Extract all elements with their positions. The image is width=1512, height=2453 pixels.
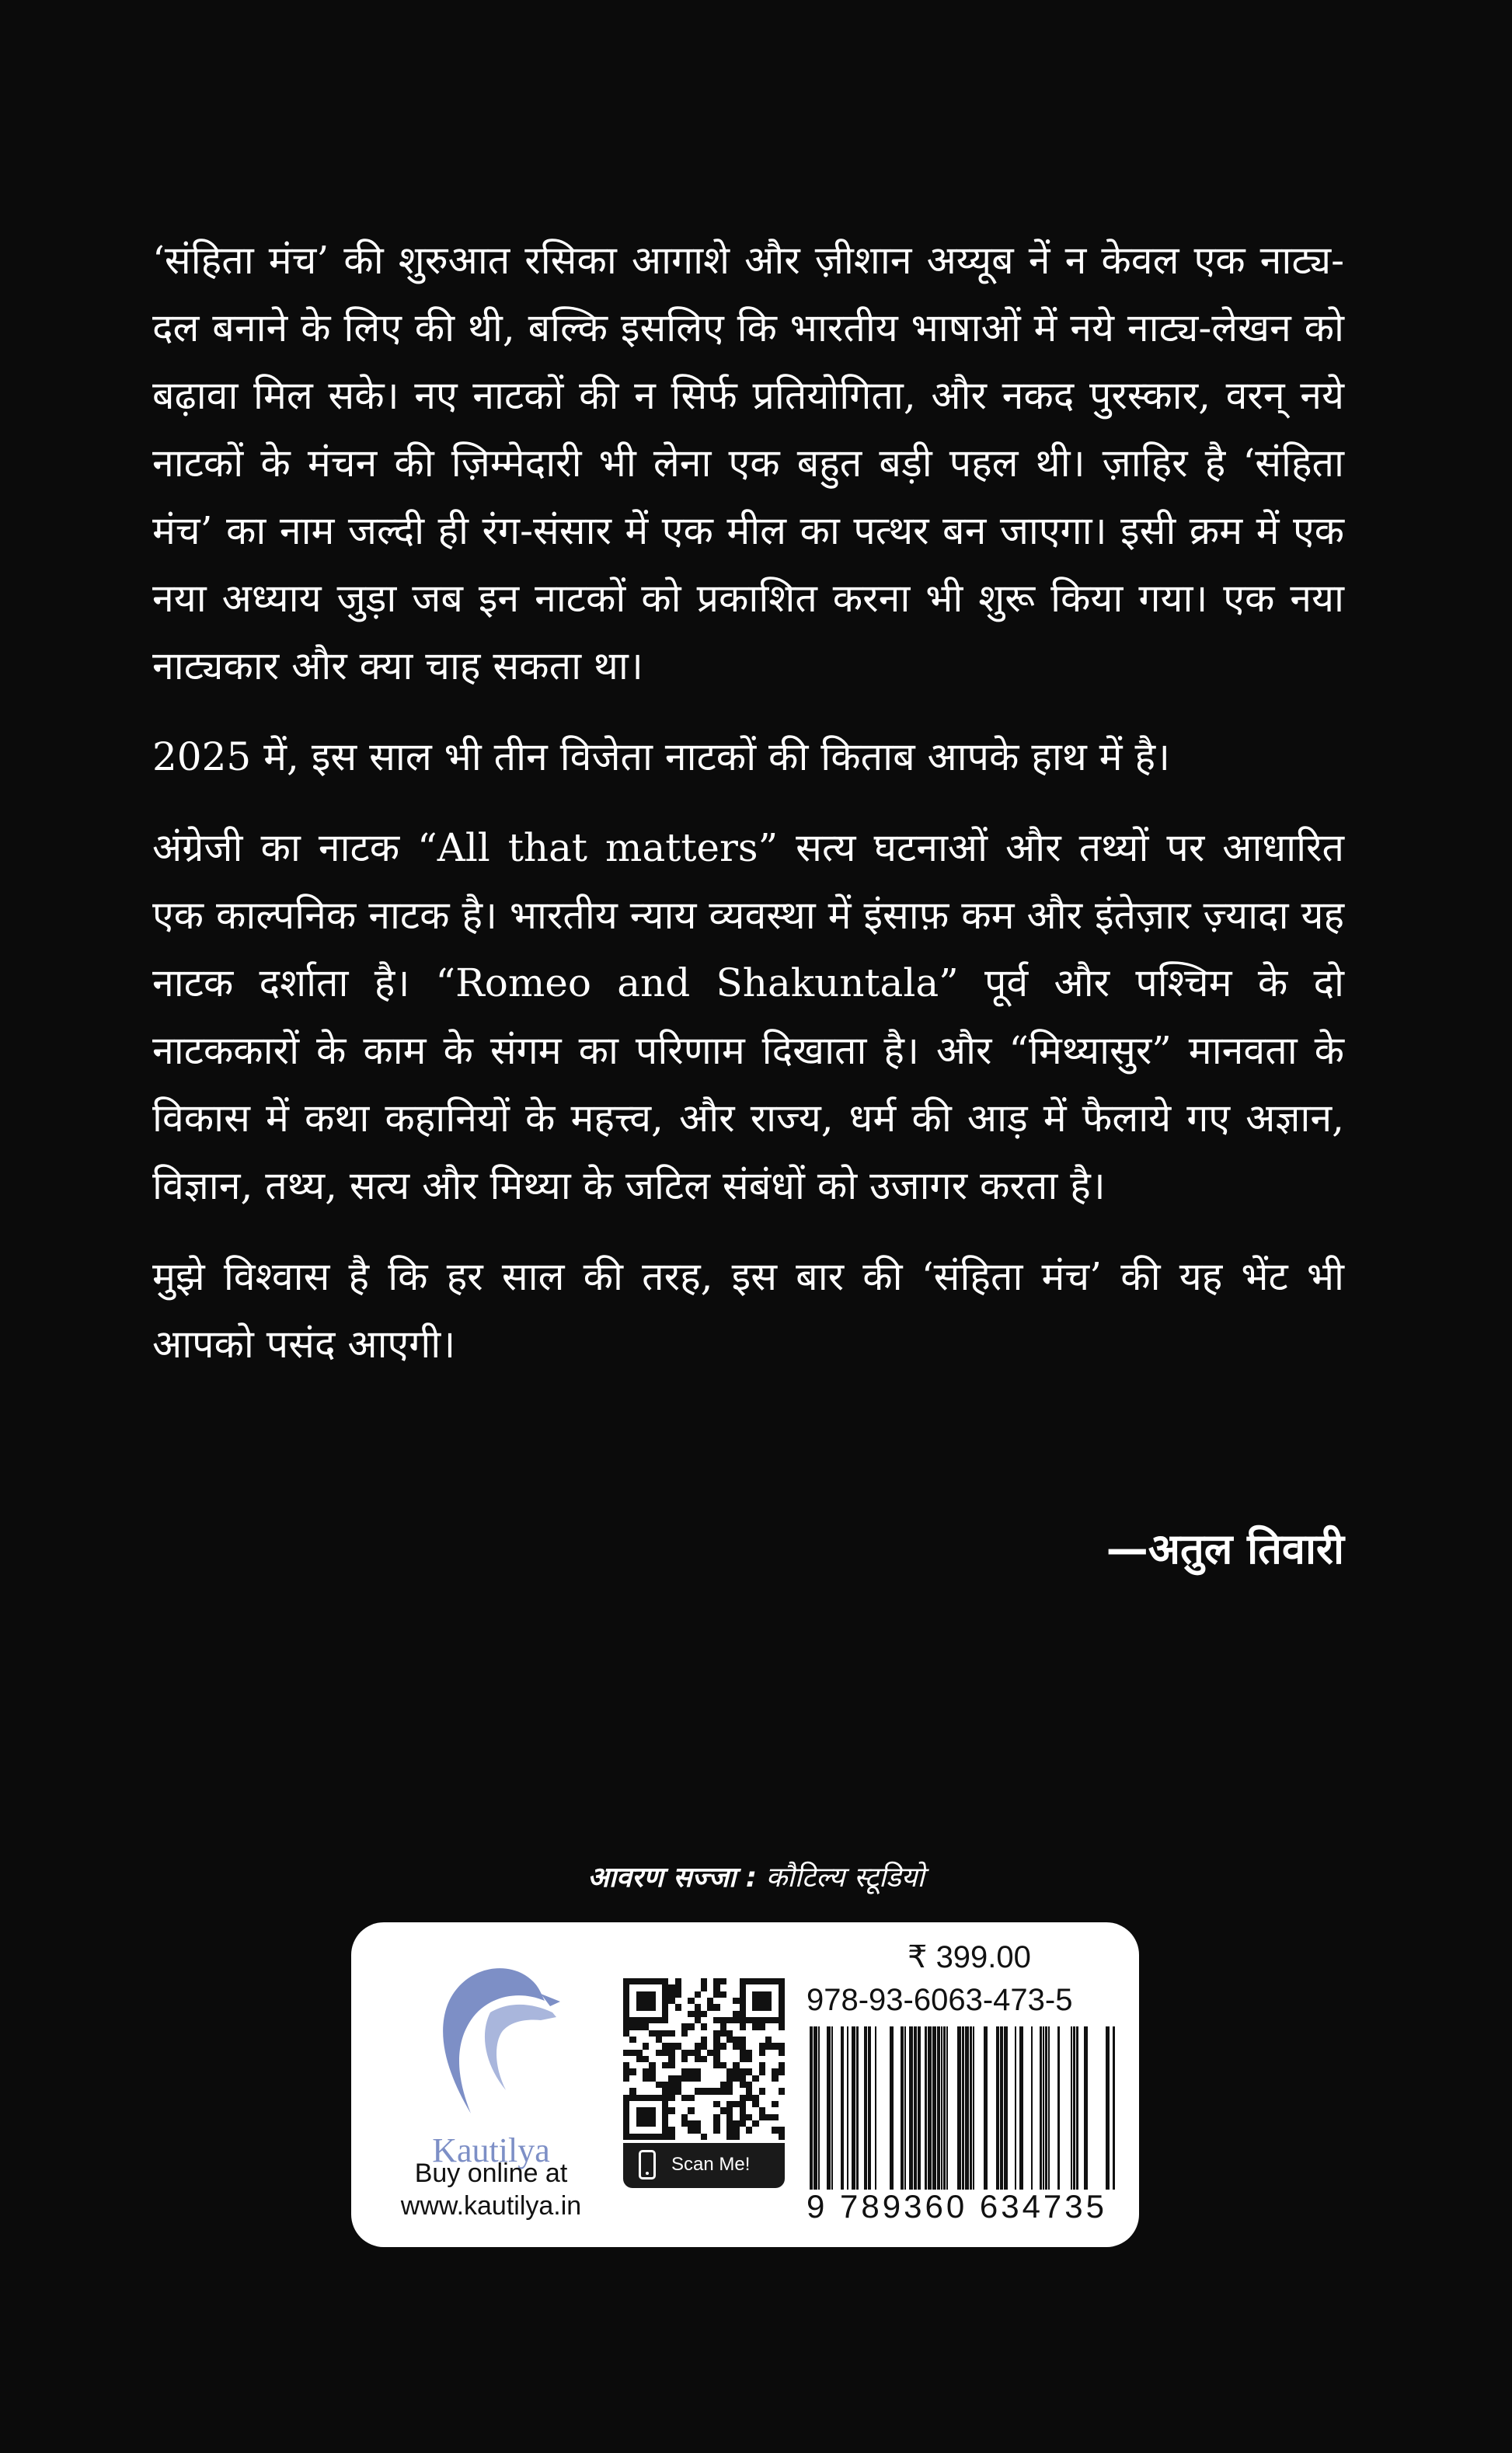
barcode-bar — [937, 2026, 940, 2190]
barcode-bar — [831, 2026, 833, 2190]
barcode-bar — [914, 2026, 917, 2190]
blurb-paragraph-4: मुझे विश्वास है कि हर साल की तरह, इस बार की ‘संहिता मंच’ की यह भेंट भी आपको पसंद आएगी। — [152, 1254, 1344, 1367]
barcode-bar — [932, 2026, 936, 2190]
barcode-bar — [1004, 2026, 1008, 2190]
barcode-bar — [1040, 2026, 1042, 2190]
barcode-bar — [852, 2026, 855, 2190]
barcode-bar — [1057, 2026, 1060, 2190]
barcode-bar — [841, 2026, 844, 2190]
logo-text: Kautilya — [432, 2131, 550, 2169]
barcode-bar — [909, 2026, 913, 2190]
barcode-bar — [943, 2026, 946, 2190]
barcode-bar — [856, 2026, 859, 2190]
barcode-bar — [1073, 2026, 1075, 2190]
blurb-paragraph-3: अंग्रेजी का नाटक “All that matters” सत्य घटनाओं और तथ्यों पर आधारित एक काल्पनिक नाटक है। भारतीय न्याय व्यवस्था में इंसाफ़ कम और इंतेज़ार ज़्यादा यह नाटक दर्शाता है। “Romeo and Shakuntala” पूर्व और पश्चिम के दो नाटककारों के काम के संगम का परिणाम दिखाता है। और “मिथ्यासुर” मानवता के विकास में कथा कहानियों के महत्त्व, और राज्य, धर्म की आड़ में फैलाये गए अज्ञान, विज्ञान, तथ्य, सत्य और मिथ्या के जटिल संबंधों को उजागर करता है। — [152, 825, 1344, 1208]
barcode-area — [807, 1939, 1120, 2235]
barcode-bar — [970, 2026, 972, 2190]
barcode-bar — [996, 2026, 999, 2190]
barcode-bar — [1048, 2026, 1050, 2190]
barcode-bar — [918, 2026, 921, 2190]
cover-credit-value: कौटिल्य स्टूडियो — [765, 1862, 925, 1894]
bird-head-logo-icon — [416, 1958, 564, 2129]
cover-credit-label: आवरण सज्जा : — [587, 1862, 758, 1894]
publisher-info-box — [351, 1922, 1139, 2247]
buy-online-text — [351, 2157, 631, 2222]
website-link[interactable]: www.kautilya.in — [400, 2191, 582, 2221]
barcode-bar — [875, 2026, 876, 2190]
barcode-digits: 9 789360 634735 — [807, 2188, 1107, 2225]
barcode-bar — [813, 2026, 817, 2190]
barcode-bar — [847, 2026, 848, 2190]
barcode-bar — [1113, 2026, 1115, 2190]
qr-block — [623, 1978, 785, 2190]
barcode-bar — [957, 2026, 961, 2190]
barcode-bar — [1084, 2026, 1088, 2190]
blurb-paragraph-2: 2025 में, इस साल भी तीन विजेता नाटकों की किताब आपके हाथ में है। — [152, 734, 1170, 779]
barcode-bar — [973, 2026, 974, 2190]
barcode-bar — [928, 2026, 932, 2190]
barcode-bar — [1000, 2026, 1003, 2190]
barcode-bar — [1045, 2026, 1047, 2190]
barcode-bar — [868, 2026, 871, 2190]
qr-code[interactable] — [623, 1978, 785, 2140]
barcode-bar — [1106, 2026, 1110, 2190]
barcode-bar — [965, 2026, 969, 2190]
barcode-bar — [864, 2026, 867, 2190]
barcode-bar — [1076, 2026, 1078, 2190]
scan-label: Scan Me! — [671, 2154, 751, 2175]
barcode-bar — [946, 2026, 948, 2190]
barcode-bar — [1015, 2026, 1016, 2190]
barcode-bar — [1031, 2026, 1033, 2190]
barcode-bar — [984, 2026, 988, 2190]
author-signature: —अतुल तिवारी — [1106, 1524, 1344, 1573]
barcode-bar — [827, 2026, 831, 2190]
barcode-bar — [925, 2026, 927, 2190]
barcode-bar — [810, 2026, 813, 2190]
barcode-bar — [818, 2026, 820, 2190]
barcode-bar — [941, 2026, 942, 2190]
barcode-bars — [807, 2026, 1120, 2190]
blurb-paragraph-1: ‘संहिता मंच’ की शुरुआत रसिका आगाशे और ज़ीशान अय्यूब नें न केवल एक नाट्य-दल बनाने के लिए की थी, बल्कि इसलिए कि भारतीय भाषाओं में नये नाट्य-लेखन को बढ़ावा मिल सके। नए नाटकों की न सिर्फ प्रतियोगिता, और नकद पुरस्कार, वरन् नये नाटकों के मंचन की ज़िम्मेदारी भी लेना एक बहुत बड़ी पहल थी। ज़ाहिर है ‘संहिता मंच’ का नाम जल्दी ही रंग-संसार में एक मील का पत्थर बन जाएगा। इसी क्रम में एक नया अध्याय जुड़ा जब इन नाटकों को प्रकाशित करना भी शुरू किया गया। एक नया नाट्यकार और क्या चाह सकता था। — [152, 238, 1344, 688]
kautilya-logo — [378, 1958, 604, 2191]
barcode-bar — [1019, 2026, 1023, 2190]
phone-icon — [639, 2150, 656, 2179]
barcode-bar — [901, 2026, 904, 2190]
barcode-bar — [890, 2026, 894, 2190]
blurb-text — [152, 227, 1344, 1402]
barcode-bar — [962, 2026, 964, 2190]
isbn-label: 978-93-6063-473-5 — [807, 1983, 1073, 2017]
barcode-bar — [1043, 2026, 1044, 2190]
price-label: ₹ 399.00 — [908, 1940, 1031, 1974]
scan-strip — [623, 2143, 785, 2188]
barcode-bar — [904, 2026, 906, 2190]
buy-online-line: Buy online at — [414, 2159, 568, 2188]
barcode-bar — [1071, 2026, 1072, 2190]
cover-credit — [0, 1857, 1512, 1895]
